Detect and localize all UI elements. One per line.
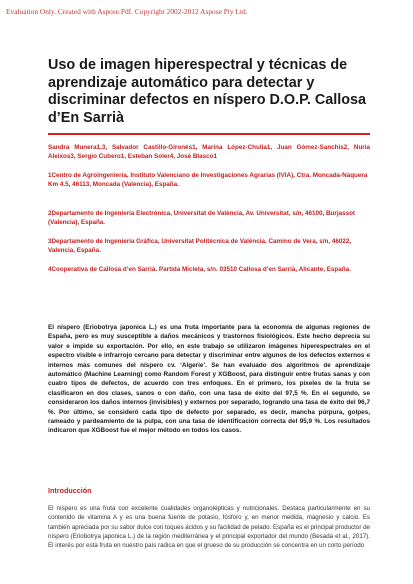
affiliation-3: 3Departamento de Ingeniería Gráfica, Universitat Politècnica de València, Camino de Vera, s/n, 46022, Valencia, España. [48,238,352,255]
abstract: El níspero (Eriobotrya japonica L.) es una fruta importante para la economía de algunas regiones de España, pero es muy susceptible a daños mecánicos y trastornos fisiológicos. Este hecho deprecia su valor e impide su exportación. Por ello, en este trabajo se utilizaron imágenes hiperespectrales en el espectro visible e infrarrojo cercano para detectar y discriminar entre algunos de los defectos externos e internos más comunes del níspero cv. ‘Algerie’. Se han evaluado dos algoritmos de aprendizaje automático (Machine Learning) como Random Forest y XGBoost, para distinguir entre frutas sanas y con cuatro tipos de defectos, de acuerdo con tres enfoques. En el primero, los píxeles de la fruta se clasificaron en dos clases, sanos o con daño, con una tasa de éxito del 97,5 %. En el segundo, se consideraron los daños internos (invisibles) y externos por separado, logrando una tasa de éxito del 96,7 %. Por último, se consideró cada tipo de defecto por separado, es decir, mancha púrpura, golpes, rameado y pardeamiento de la pulpa, con una tasa de identificación correcta del 95,9 %. Los resultados indicaron que XGBoost fue el mejor método en todos los casos. [48,324,370,435]
introduction-paragraph: El níspero es una fruta con excelente cualidades organolépticas y nutricionales. Destaca particularmente en su contenido de vitamina A y es una buena fuente de potasio, fósforo y, en menor medida, magnesio y calcio. Es también apreciada por su sabor dulce con toques ácidos y su facilidad de pelado. España es el principal productor de níspero (Eriobotrya japonica L.) de la región mediterránea y el principal exportador del mundo (Besada et al., 2017). El interés por esta fruta en nuestro país radica en que el grueso de su producción se concentra en un corto período [48,505,370,550]
author-list: Sandra Munera1,3, Salvador Castillo-Gironés1, Marina López-Chulia1, Juan Gómez-Sanchis2, Nuria Aleixos3, Sergio Cubero1, Esteban Soler4, José Blasco1 [48,144,370,161]
evaluation-watermark: Evaluation Only. Created with Aspose.Pdf. Copyright 2002-2012 Aspose Pty Ltd. [6,7,248,16]
paper-title: Uso de imagen hiperespectral y técnicas de aprendizaje automático para detectar y discriminar defectos en níspero D.O.P. Callosa d’En Sarrià [48,57,367,126]
affiliation-1: 1Centro de Agroingeniería, Instituto Valenciano de Investigaciones Agrarias (IVIA), Ctra. Moncada-Náquera Km 4.5, 46113, Moncada (Valencia), España. [48,172,368,189]
affiliation-2: 2Departamento de Ingeniería Electrónica, Universitat de València, Av. Universitat, s/n, 46100, Burjassot (Valencia), España. [48,210,356,227]
title-block [48,57,370,135]
introduction-heading: Introducción [48,486,92,495]
affiliation-4: 4Cooperativa de Callosa d’en Sarrià. Partida Micleta, s/n. 03510 Callosa d’en Sarrià, Alicante, España. [48,266,351,273]
